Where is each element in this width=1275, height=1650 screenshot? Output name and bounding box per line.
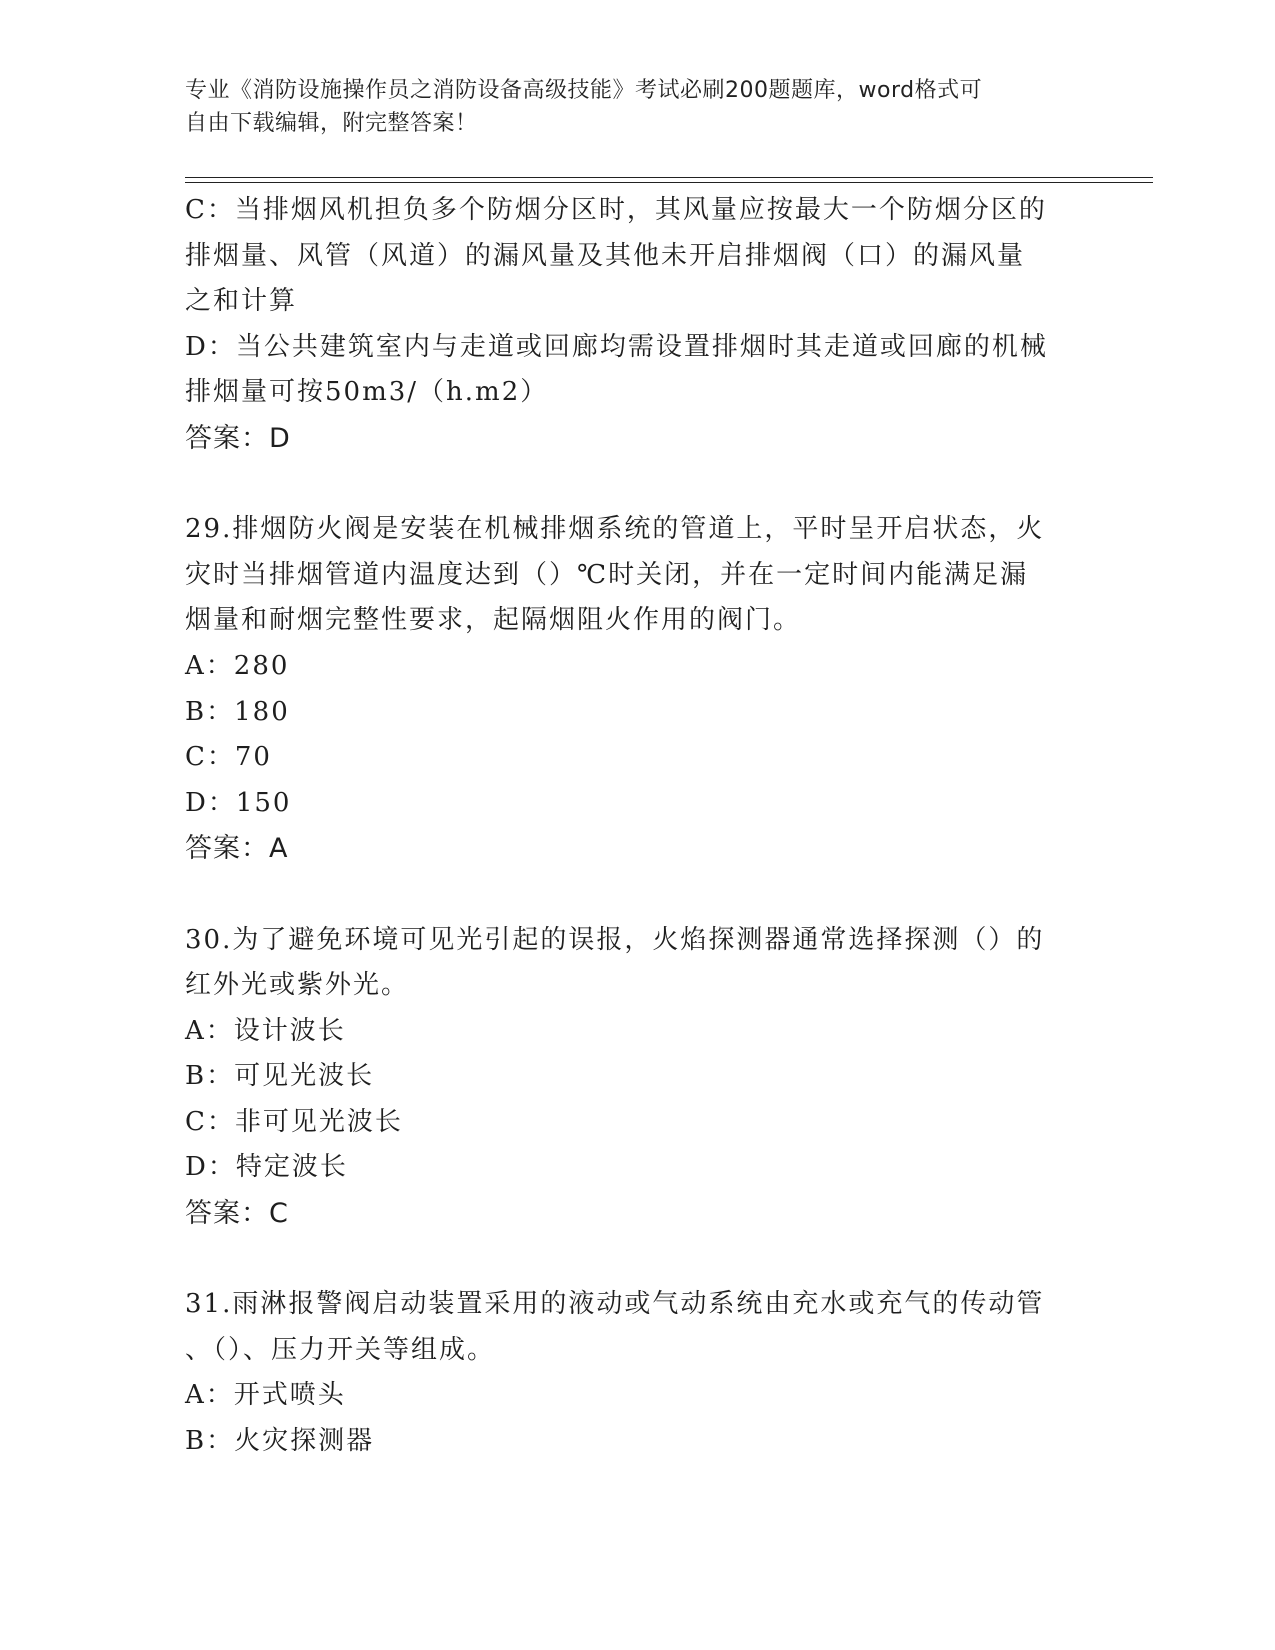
header-divider-top xyxy=(185,177,1153,178)
question-29 xyxy=(185,507,1085,872)
option-c-line-3: 之和计算 xyxy=(185,286,298,317)
question-31 xyxy=(185,1282,1085,1464)
question-text-line: 烟量和耐烟完整性要求，起隔烟阻火作用的阀门。 xyxy=(185,605,802,636)
question-text-line: 29.排烟防火阀是安装在机械排烟系统的管道上，平时呈开启状态，火 xyxy=(185,514,1045,545)
option-d: D：150 xyxy=(185,787,292,818)
prev-question-block xyxy=(185,188,1085,462)
document-header xyxy=(185,74,1085,140)
option-a: A：开式喷头 xyxy=(185,1380,346,1411)
question-list xyxy=(185,188,1085,1465)
question-text-line: 31.雨淋报警阀启动装置采用的液动或气动系统由充水或充气的传动管 xyxy=(185,1289,1045,1320)
option-a: A：设计波长 xyxy=(185,1015,346,1046)
question-30 xyxy=(185,918,1085,1237)
header-line-1: 专业《消防设施操作员之消防设备高级技能》考试必刷200题题库，word格式可 xyxy=(185,78,983,103)
header-divider-bottom xyxy=(185,182,1153,183)
answer-line: 答案：A xyxy=(185,833,289,865)
option-b: B：180 xyxy=(185,696,290,727)
spacer xyxy=(185,1237,1085,1283)
option-c-line-2: 排烟量、风管（风道）的漏风量及其他未开启排烟阀（口）的漏风量 xyxy=(185,240,1026,271)
spacer xyxy=(185,872,1085,918)
question-text-line: 红外光或紫外光。 xyxy=(185,970,410,1001)
option-c-line-1: C：当排烟风机担负多个防烟分区时，其风量应按最大一个防烟分区的 xyxy=(185,195,1047,225)
question-text-line: 灾时当排烟管道内温度达到（）℃时关闭，并在一定时间内能满足漏 xyxy=(185,559,1029,590)
option-a: A：280 xyxy=(185,650,290,681)
option-d-line-2: 排烟量可按50m3/（h.m2） xyxy=(185,377,549,408)
answer-line: 答案：C xyxy=(185,1198,289,1230)
question-text-line: 30.为了避免环境可见光引起的误报，火焰探测器通常选择探测（）的 xyxy=(185,924,1045,955)
question-text-line: 、（）、压力开关等组成。 xyxy=(185,1334,496,1365)
spacer xyxy=(185,462,1085,508)
answer-line: 答案：D xyxy=(185,422,291,454)
option-d-line-1: D：当公共建筑室内与走道或回廊均需设置排烟时其走道或回廊的机械 xyxy=(185,331,1048,362)
header-line-2: 自由下载编辑，附完整答案！ xyxy=(185,111,478,136)
option-c: C：非可见光波长 xyxy=(185,1106,403,1137)
option-c: C：70 xyxy=(185,742,272,773)
option-d: D：特定波长 xyxy=(185,1152,348,1183)
option-b: B：火灾探测器 xyxy=(185,1426,375,1457)
option-b: B：可见光波长 xyxy=(185,1061,375,1092)
